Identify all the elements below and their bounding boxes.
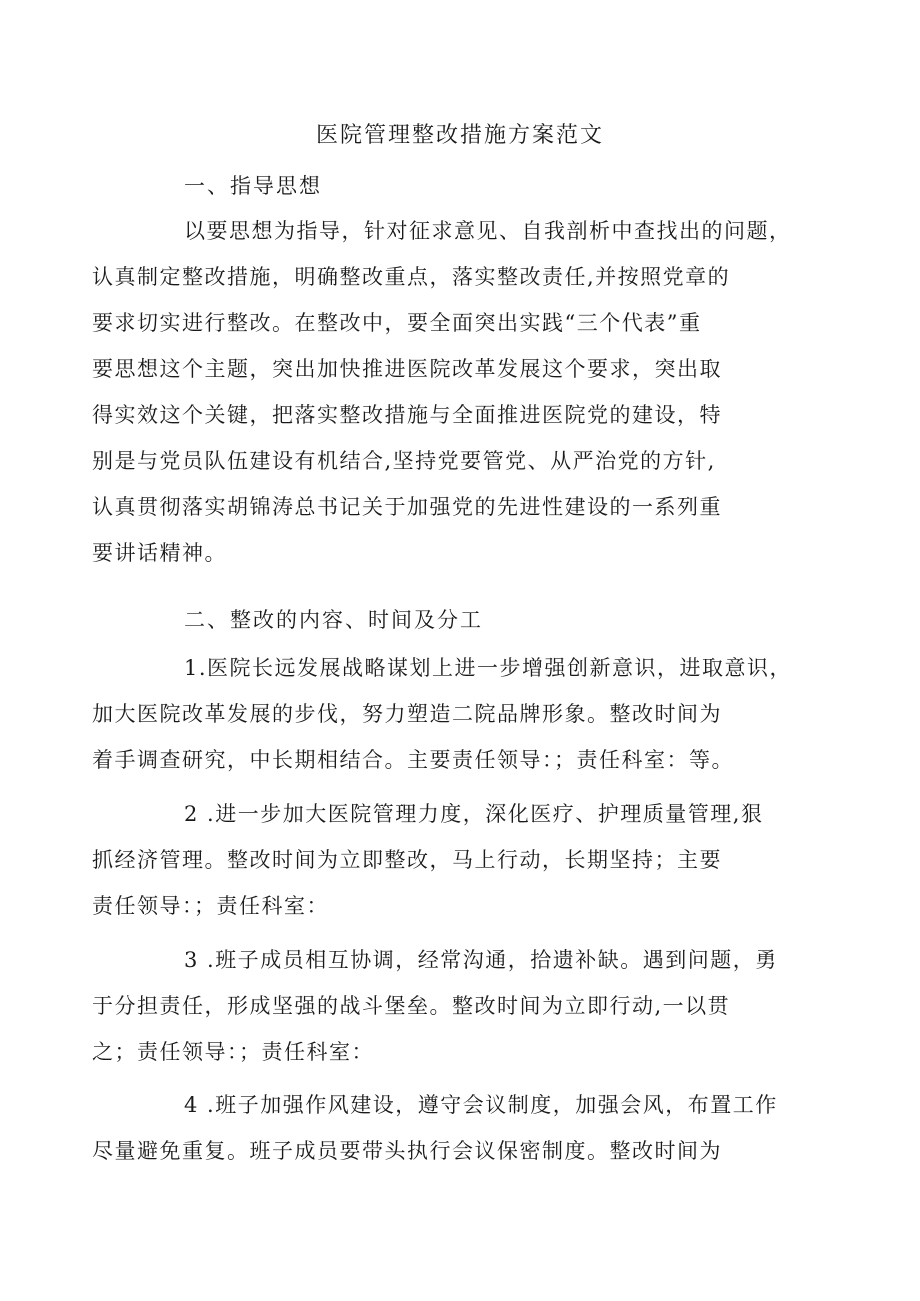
text-line: 1.医院长远发展战略谋划上进一步增强创新意识，进取意识， bbox=[184, 656, 793, 680]
text-line: 之；责任领导：；责任科室： bbox=[92, 1040, 374, 1064]
text-line: 别是与党员队伍建设有机结合,坚持党要管党、从严治党的方针, bbox=[92, 449, 716, 473]
text-line: 于分担责任，形成坚强的战斗堡垒。整改时间为立即行动,一以贯 bbox=[92, 994, 731, 1018]
text-line: 要讲话精神。 bbox=[92, 541, 227, 565]
text-line: 尽量避免重复。班子成员要带头执行会议保密制度。整改时间为 bbox=[92, 1139, 722, 1163]
section-heading-guiding-thought: 一、指导思想 bbox=[184, 174, 322, 198]
paragraph-item-2 bbox=[92, 791, 793, 929]
text-line: 得实效这个关键，把落实整改措施与全面推进医院党的建设，特 bbox=[92, 403, 722, 427]
text-line: 以要思想为指导，针对征求意见、自我剖析中查找出的问题， bbox=[184, 219, 792, 243]
text-line: 认真贯彻落实胡锦涛总书记关于加强党的先进性建设的一系列重 bbox=[92, 495, 722, 519]
text-line: 2 .进一步加大医院管理力度，深化医疗、护理质量管理,狠 bbox=[184, 802, 764, 826]
paragraph-item-1 bbox=[92, 645, 793, 783]
paragraph-item-3 bbox=[92, 937, 793, 1075]
section-heading-content-time-division: 二、整改的内容、时间及分工 bbox=[184, 608, 483, 632]
text-line: 加大医院改革发展的步伐，努力塑造二院品牌形象。整改时间为 bbox=[92, 702, 722, 726]
text-line: 着手调查研究，中长期相结合。主要责任领导：；责任科室：等。 bbox=[92, 748, 734, 772]
text-line: 认真制定整改措施，明确整改重点，落实整改责任,并按照党章的 bbox=[92, 265, 731, 289]
text-line: 要思想这个主题，突出加快推进医院改革发展这个要求，突出取 bbox=[92, 357, 722, 381]
text-line: 要求切实进行整改。在整改中，要全面突出实践“三个代表”重 bbox=[92, 311, 702, 335]
text-line: 3 .班子成员相互协调，经常沟通，拾遗补缺。遇到问题，勇 bbox=[184, 948, 778, 972]
text-line: 抓经济管理。整改时间为立即整改，马上行动，长期坚持；主要 bbox=[92, 848, 722, 872]
text-line: 责任领导：；责任科室： bbox=[92, 894, 329, 918]
document-title: 医院管理整改措施方案范文 bbox=[315, 123, 604, 148]
text-line: 4 .班子加强作风建设，遵守会议制度，加强会风，布置工作 bbox=[184, 1093, 778, 1117]
paragraph-guiding-thought bbox=[92, 208, 793, 576]
paragraph-item-4 bbox=[92, 1082, 793, 1174]
